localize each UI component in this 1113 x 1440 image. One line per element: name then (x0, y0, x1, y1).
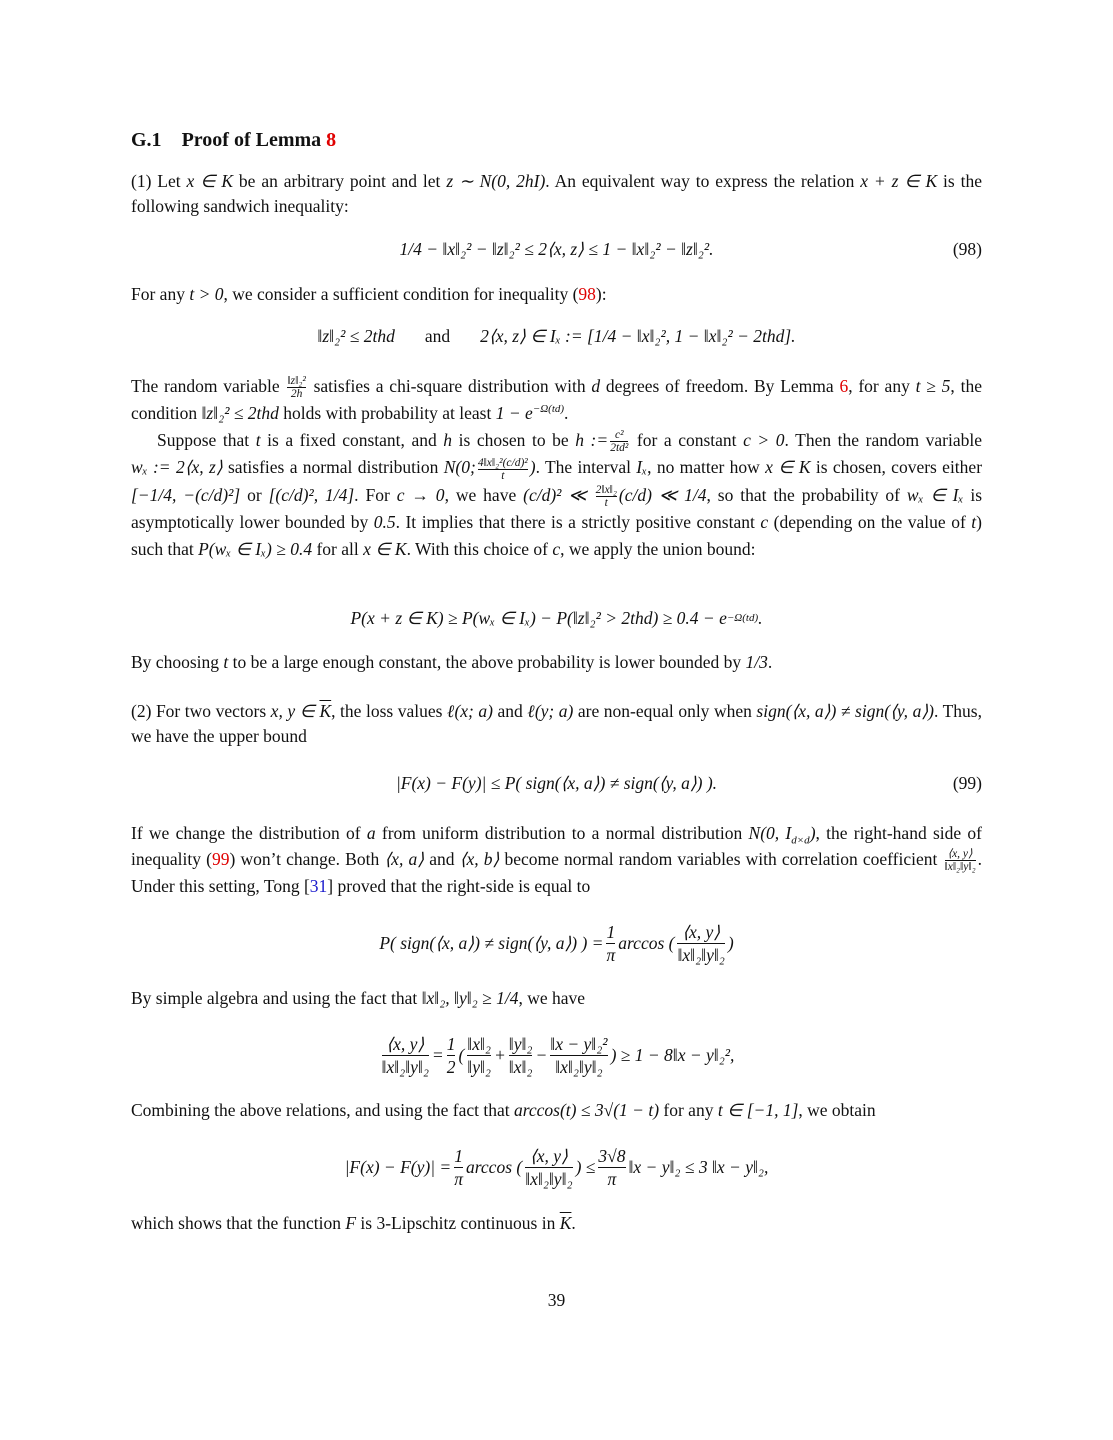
math-fraction (287, 375, 305, 400)
fraction-numerator: ‖y‖₂ (508, 1033, 533, 1054)
section-heading (131, 129, 336, 152)
equation-final (131, 1137, 982, 1197)
fraction-denominator: ‖x‖₂‖y‖₂ (550, 1055, 607, 1078)
math-fraction (447, 1033, 456, 1078)
math-fraction (509, 1033, 533, 1078)
math-expression: = (431, 1044, 444, 1065)
math-expression: Iₓ (636, 457, 648, 478)
math-expression: ‖x‖₂, ‖y‖₂ ≥ 1/4 (421, 988, 519, 1008)
equation-tong (131, 913, 982, 973)
math-fraction (598, 1145, 625, 1190)
math-expression: t ≥ 5 (915, 376, 951, 396)
fraction-denominator: 2 (446, 1056, 456, 1077)
math-expression: t (223, 652, 229, 672)
math-expression: c (552, 539, 561, 560)
math-expression: ) (727, 932, 734, 953)
math-subscript: d×d (791, 834, 810, 847)
math-expression: ) (809, 823, 816, 843)
fraction-denominator: 2td² (610, 442, 629, 455)
math-expression: 1/3 (745, 652, 768, 672)
math-expression: c > 0 (743, 430, 785, 450)
math-fraction (454, 1145, 463, 1190)
paragraph-part1-intro: (1) Let x ∈ K be an arbitrary point and let z ∼ N(0, 2hI). An equivalent way to express the relation x + z ∈ K is the following sandwich inequality: (131, 171, 982, 216)
math-expression: |F(x) − F(y)| = (344, 1156, 452, 1177)
fraction-numerator: 2‖x‖₂ (595, 484, 617, 497)
equation-reference-link[interactable]: 6 (839, 376, 849, 396)
math-expression: arccos ( (618, 932, 675, 953)
paragraph-simple-algebra: By simple algebra and using the fact that ‖x‖₂, ‖y‖₂ ≥ 1/4, we have (131, 988, 586, 1008)
math-fraction (382, 1033, 429, 1078)
math-expression: ‖z‖₂² ≤ 2thd (201, 403, 279, 424)
lemma-link[interactable]: 8 (326, 129, 337, 151)
math-expression: c (760, 512, 769, 533)
fraction-denominator: π (606, 944, 616, 965)
math-expression: x ∈ K (765, 457, 811, 478)
paragraph-part2-intro: (2) For two vectors x, y ∈ $\overline{K}$, the loss values ℓ(x; a) and ℓ(y; a) are non-equal only when sign(⟨x, a⟩) ≠ sign(⟨y, a⟩). Thus, we have the upper bound (131, 701, 982, 746)
fraction-denominator: t (596, 496, 617, 509)
math-expression: arccos ( (466, 1156, 523, 1177)
fraction-numerator: 3√8 (598, 1145, 626, 1166)
equation-reference-link[interactable]: 98 (578, 284, 596, 304)
math-expression: t (971, 512, 977, 533)
math-expression: t > 0 (189, 284, 224, 304)
math-closure: $\overline{K}$ (559, 1213, 572, 1233)
math-expression: [−1/4, −(c/d)²] (131, 484, 241, 505)
paragraph-conclusion: which shows that the function F is 3-Lipschitz continuous in $\overline{K}$. (131, 1213, 576, 1233)
equation-tag: (98) (952, 238, 982, 259)
math-expression: x ∈ K (363, 539, 407, 560)
fraction-denominator: ‖x‖₂‖y‖₂ (381, 1056, 429, 1077)
math-expression: F (345, 1213, 357, 1233)
section-number: G.1 (131, 129, 162, 151)
paragraph-normal-distribution: If we change the distribution of a from uniform distribution to a normal distribution N(0, $I_{d\times d}$), the right-hand side of inequality (99) won’t change. Both ⟨x, a⟩ and ⟨x, b⟩ become normal random variables with correlation coefficient $\frac{⟨x, y⟩}{\text{‖x‖₂‖y‖₂}}$ . Under this setting, Tong [31] proved that the right-side is equal to (131, 823, 983, 897)
equation-99 (131, 753, 982, 813)
math-fraction (525, 1145, 572, 1190)
fraction-denominator: ‖x‖₂‖y‖₂ (525, 1168, 573, 1189)
math-expression: ℓ(y; a) (527, 701, 574, 721)
math-fraction (478, 457, 528, 482)
math-expression: N(0, I (748, 823, 792, 843)
math-fraction (467, 1033, 491, 1078)
math-expression: P(wₓ ∈ Iₓ) ≥ 0.4 (198, 539, 313, 560)
paragraph-sufficient-condition: For any t > 0, we consider a sufficient condition for inequality (98): (131, 284, 607, 304)
math-expression: z ∼ N(0, 2hI) (446, 171, 546, 191)
fraction-denominator: 2h (287, 387, 305, 400)
equation-condition: ‖z‖₂² ≤ 2thd and 2⟨x, z⟩ ∈ Iₓ := [1/4 − ‖x‖₂², 1 − ‖x‖₂² − 2thd]. (317, 325, 796, 346)
math-expression: c → 0 (396, 484, 445, 505)
paragraph-choosing-t: By choosing t to be a large enough constant, the above probability is lower bounded by 1/3. (131, 652, 773, 672)
math-expression: ( (458, 1044, 465, 1065)
math-expression: ‖x − y‖₂ ≤ 3 ‖x − y‖₂, (628, 1156, 769, 1177)
fraction-numerator: ⟨x, y⟩ (682, 921, 721, 942)
fraction-numerator: ‖z‖₂² (287, 375, 306, 388)
math-expression: 2⟨x, z⟩ ∈ Iₓ := [1/4 − ‖x‖₂², 1 − ‖x‖₂² − 2thd]. (480, 325, 796, 346)
math-expression: 1/4 − ‖x‖₂² − ‖z‖₂² ≤ 2⟨x, z⟩ ≤ 1 − ‖x‖₂² − ‖z‖₂². (399, 238, 714, 259)
math-expression: [(c/d)², 1/4] (268, 484, 355, 505)
math-expression: wₓ ∈ Iₓ (906, 484, 964, 505)
equation-98 (131, 219, 982, 279)
fraction-numerator: 1 (606, 921, 616, 942)
fraction-denominator: ‖x‖₂ (508, 1056, 533, 1077)
fraction-numerator: ⟨x, y⟩ (529, 1145, 568, 1166)
paragraph-combining: Combining the above relations, and using the fact that arccos(t) ≤ 3√(1 − t) for any t ∈ [−1, 1], we obtain (131, 1100, 876, 1120)
fraction-denominator: π (598, 1167, 625, 1190)
math-expression: arccos(t) ≤ 3√(1 − t) (513, 1100, 660, 1120)
math-expression: P(x + z ∈ K) ≥ P(wₓ ∈ Iₓ) − P(‖z‖₂² > 2thd) ≥ 0.4 − e (350, 607, 727, 628)
math-expression: ⟨x, a⟩ (384, 849, 425, 869)
math-fraction (606, 921, 615, 966)
math-expression: ) (529, 457, 536, 478)
math-expression: 0.5 (373, 512, 396, 533)
fraction-numerator: 1 (454, 1145, 463, 1166)
fraction-numerator: ‖x‖₂ (467, 1033, 491, 1054)
math-expression: sign(⟨y, a⟩) (855, 701, 934, 721)
math-expression: h := (575, 430, 609, 450)
math-expression: ‖z‖₂² ≤ 2thd (317, 325, 395, 346)
math-expression: ) ≤ (575, 1156, 596, 1177)
math-expression: wₓ := 2⟨x, z⟩ (131, 457, 223, 478)
math-expression: d (591, 376, 601, 396)
equation-tag: (99) (952, 772, 982, 793)
equation-algebra (131, 1025, 982, 1085)
math-expression: (c/d) ≪ 1/4 (618, 484, 707, 505)
fraction-numerator: ‖x − y‖₂² (550, 1033, 608, 1054)
math-expression: t ∈ [−1, 1] (717, 1100, 799, 1120)
fraction-denominator: ‖x‖₂‖y‖₂ (944, 861, 976, 874)
math-expression: x, y ∈ (270, 701, 320, 721)
math-expression: 1 − e (495, 403, 533, 424)
math-expression: sign(⟨x, a⟩) ≠ (756, 701, 851, 721)
math-fraction (550, 1033, 607, 1078)
paragraph-suppose: Suppose that t is a fixed constant, and h is chosen to be h := $\frac{\text{c²}}{\text{2td²}}$ for a constant c > 0. Then the random variable wₓ := 2⟨x, z⟩ satisfies a normal distribution N(0; $\frac{\text{4‖x‖₂²(c/d)²}}{t}$ ). The interval Iₓ, no matter how x ∈ K is chosen, covers either [−1/4, −(c/d)²] or [(c/d)², 1/4]. For c → 0, we have (c/d)² ≪ $\frac{\text{2‖x‖₂}}{t}$ (c/d) ≪ 1/4, so that the probability of wₓ ∈ Iₓ is asymptotically lower bounded by 0.5. It implies that there is a strictly positive constant c (depending on the value of t) such that P(wₓ ∈ Iₓ) ≥ 0.4 for all x ∈ K. With this choice of c, we apply the union bound: (131, 429, 983, 560)
math-fraction (610, 429, 628, 454)
fraction-denominator: t (478, 469, 528, 482)
math-expression: + (493, 1044, 506, 1065)
equation-reference-link[interactable]: 99 (211, 849, 230, 869)
math-superscript: −Ω(td) (532, 403, 565, 416)
math-expression: h (443, 430, 453, 450)
math-expression: x ∈ K (186, 171, 234, 191)
math-closure: $\overline{K}$ (319, 701, 332, 721)
fraction-denominator: ‖y‖₂ (467, 1056, 491, 1077)
fraction-numerator: 4‖x‖₂²(c/d)² (477, 456, 528, 469)
math-expression: ⟨x, b⟩ (459, 849, 500, 869)
math-fraction (596, 484, 617, 509)
math-expression: |F(x) − F(y)| ≤ P( sign(⟨x, a⟩) ≠ sign(⟨y, a⟩) ). (395, 772, 718, 793)
fraction-denominator: π (454, 1168, 463, 1189)
paragraph-chi-square: The random variable $\frac{\text{‖z‖₂²}}{2h}$ satisfies a chi-square distribution with d degrees of freedom. By Lemma 6, for any t ≥ 5, the condition ‖z‖₂² ≤ 2thd holds with probability at least $1 - e^{-\Omega(td)}$. (131, 375, 982, 424)
math-expression: (c/d)² ≪ (523, 484, 587, 505)
citation-link[interactable]: 31 (309, 876, 328, 897)
fraction-numerator: ⟨x, y⟩ (947, 848, 973, 861)
fraction-numerator: 1 (446, 1033, 456, 1054)
math-fraction (945, 848, 976, 873)
math-expression: N(0; (443, 457, 476, 478)
page-number: 39 (547, 1290, 566, 1310)
math-expression: . (758, 607, 763, 628)
math-expression: t (255, 430, 261, 450)
fraction-numerator: c² (615, 429, 624, 442)
fraction-denominator: ‖x‖₂‖y‖₂ (677, 944, 725, 965)
math-expression: ℓ(x; a) (447, 701, 493, 721)
section-title: Proof of Lemma (181, 129, 327, 151)
math-expression: − (535, 1044, 548, 1065)
fraction-numerator: ⟨x, y⟩ (386, 1033, 425, 1054)
math-expression: a (366, 823, 376, 843)
math-fraction (677, 921, 724, 966)
math-expression: P( sign(⟨x, a⟩) ≠ sign(⟨y, a⟩) ) = (379, 932, 604, 953)
math-expression: x + z ∈ K (860, 171, 938, 191)
math-expression: ) ≥ 1 − 8‖x − y‖₂², (610, 1044, 735, 1065)
equation-union-bound: P(x + z ∈ K) ≥ P(wₓ ∈ Iₓ) − P(‖z‖₂² > 2thd) ≥ 0.4 − e −Ω(td) . (350, 607, 763, 628)
